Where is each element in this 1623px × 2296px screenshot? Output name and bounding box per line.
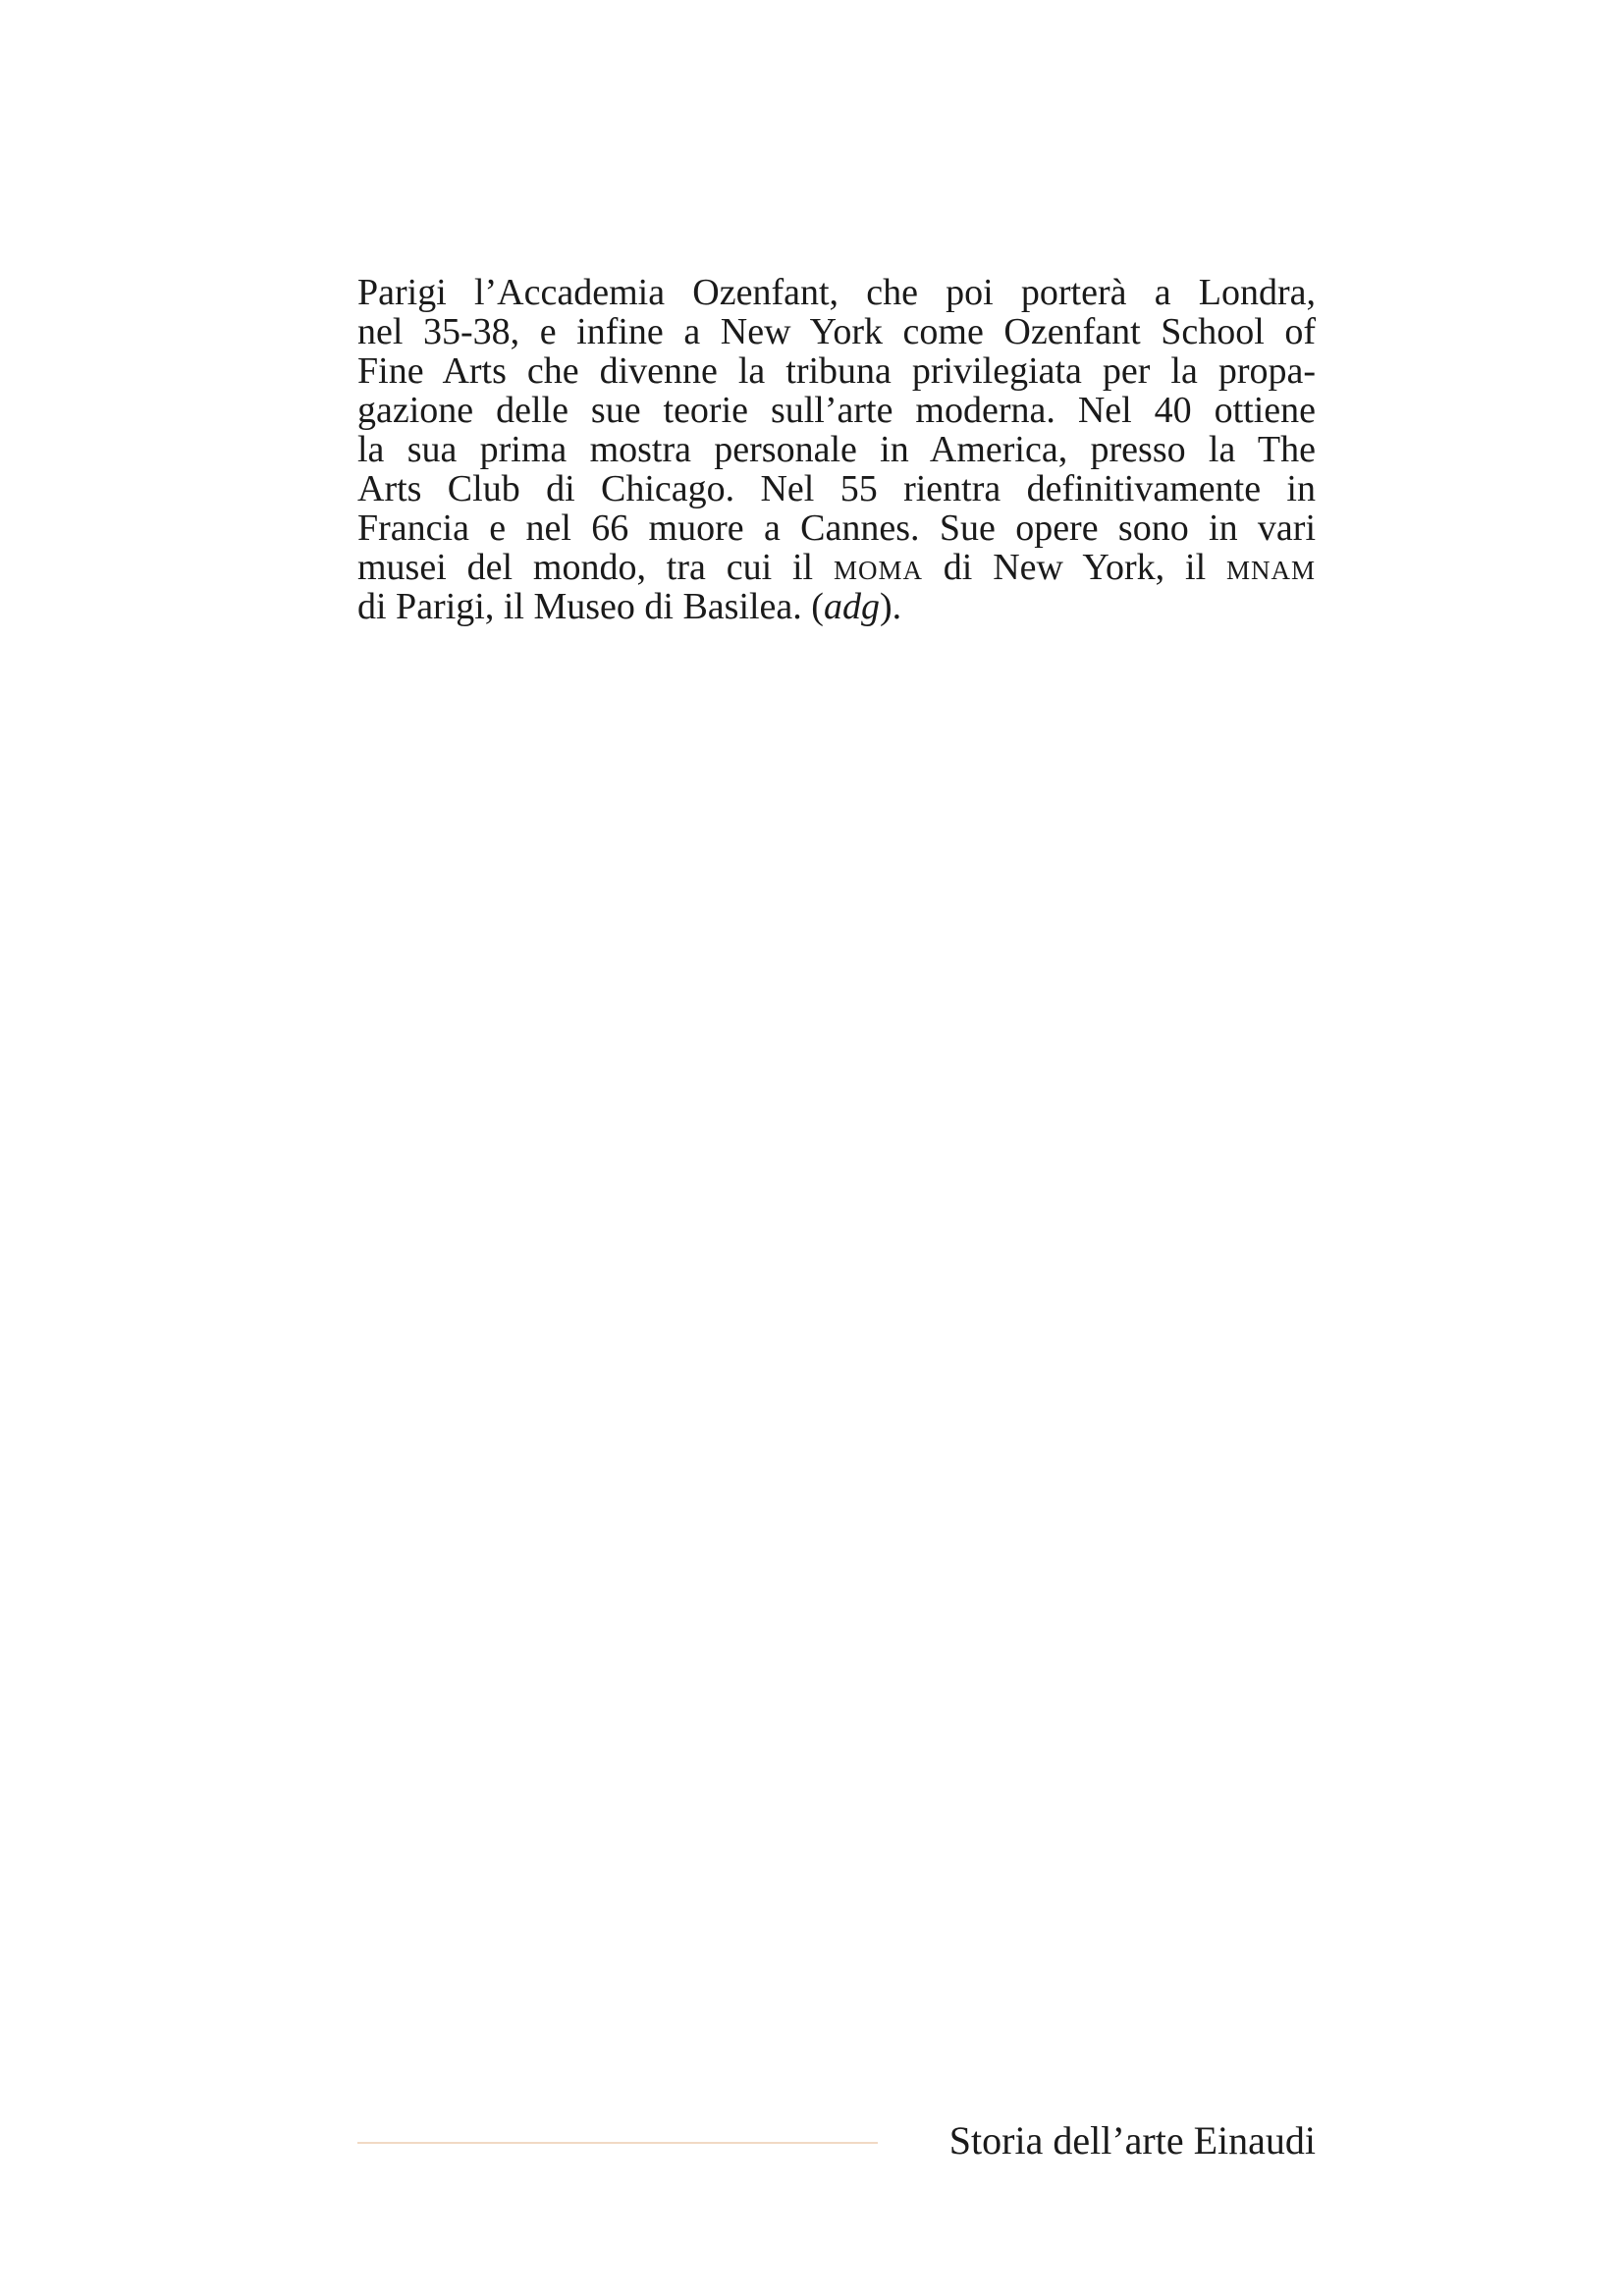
text-fragment: ). [879, 586, 902, 627]
footer-rule [357, 2142, 878, 2144]
text-fragment: di New York, il [922, 547, 1226, 588]
body-paragraph [357, 273, 1316, 626]
text-line: Arts Club di Chicago. Nel 55 rientra definitivamente in [357, 468, 1316, 509]
text-line: Parigi l’Accademia Ozenfant, che poi porterà a Londra, [357, 272, 1316, 313]
text-line [357, 587, 1316, 626]
text-line: gazione delle sue teorie sull’arte moderna. Nel 40 ottiene [357, 390, 1316, 431]
text-line: Francia e nel 66 muore a Cannes. Sue opere sono in vari [357, 507, 1316, 549]
footer-title: Storia dell’arte Einaudi [948, 2117, 1316, 2163]
acronym-mnam: mnam [1225, 547, 1316, 588]
acronym-moma: moma [833, 547, 923, 588]
text-fragment: di Parigi, il Museo di Basilea. ( [357, 586, 824, 627]
text-line [357, 548, 1316, 587]
page-footer [357, 2110, 1316, 2169]
text-line: Fine Arts che divenne la tribuna privilegiata per la propa- [357, 350, 1316, 392]
author-initials: adg [823, 586, 880, 627]
text-line: nel 35-38, e infine a New York come Ozenfant School of [357, 311, 1316, 352]
text-line: la sua prima mostra personale in America, presso la The [357, 429, 1316, 470]
text-fragment: musei del mondo, tra cui il [357, 547, 834, 588]
